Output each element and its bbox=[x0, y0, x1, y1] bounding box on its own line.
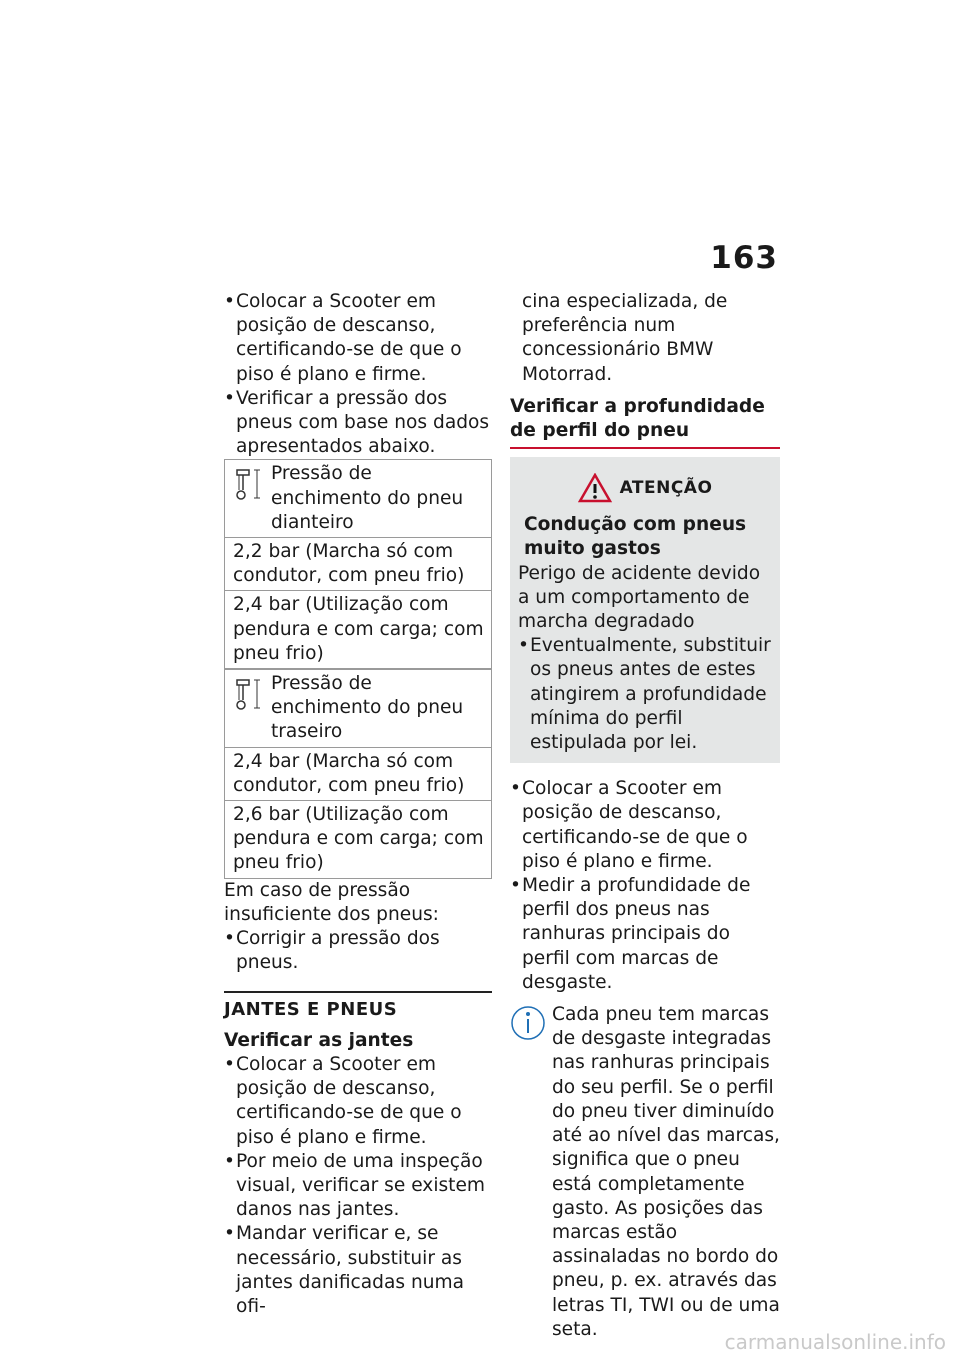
tire-pressure-icon bbox=[233, 462, 271, 509]
list-item: • Colocar a Scooter em posição de descanso, certificando-se de que o piso é plano e firme. bbox=[224, 290, 492, 387]
table-row: 2,2 bar (Marcha só com condutor, com pneu frio) bbox=[225, 538, 492, 591]
tire-pressure-icon bbox=[233, 672, 271, 719]
warning-icon bbox=[578, 473, 612, 503]
list-item: • Verificar a pressão dos pneus com base nos dados apresentados abaixo. bbox=[224, 387, 492, 460]
list-item: • Medir a profundidade de perfil dos pneus nas ranhuras principais do perfil com marcas de desgaste. bbox=[510, 874, 780, 995]
subsection-title: Verificar as jantes bbox=[224, 1029, 414, 1051]
list-item: • Colocar a Scooter em posição de descanso, certificando-se de que o piso é plano e firme. bbox=[510, 777, 780, 874]
list-item: • Colocar a Scooter em posição de descanso, certificando-se de que o piso é plano e firme. bbox=[224, 1053, 492, 1150]
subsection-title: Verificar a profundidade de perfil do pneu bbox=[510, 395, 765, 442]
warning-bullet: • Eventualmente, substituir os pneus antes de estes atingirem a profundidade mínima do perfil estipulada por lei. bbox=[518, 634, 772, 755]
section-divider bbox=[224, 991, 492, 993]
rear-pressure-table bbox=[224, 669, 492, 879]
insufficient-text: Em caso de pressão insuficiente dos pneus: bbox=[224, 879, 439, 925]
table-row: 2,4 bar (Marcha só com condutor, com pneu frio) bbox=[225, 747, 492, 800]
left-column bbox=[224, 290, 492, 1319]
list-item: • Corrigir a pressão dos pneus. bbox=[224, 927, 492, 975]
table-row: 2,6 bar (Utilização com pendura e com carga; com pneu frio) bbox=[225, 801, 492, 879]
front-pressure-table bbox=[224, 459, 492, 669]
note-text: Cada pneu tem marcas de desgaste integradas nas ranhuras principais do seu perfil. Se o perfil do pneu tiver diminuído até ao nível das marcas, significa que o pneu está completamente gasto. As posições das marcas estão assinaladas no bordo do pneu, p. ex. através das letras TI, TWI ou de uma seta. bbox=[552, 1004, 780, 1340]
warning-box bbox=[510, 457, 780, 763]
warning-subtitle: Condução com pneus muito gastos bbox=[524, 514, 747, 560]
table-row: 2,4 bar (Utilização com pendura e com carga; com pneu frio) bbox=[225, 591, 492, 669]
footer-watermark: carmanualsonline.info bbox=[724, 1330, 946, 1354]
info-note bbox=[510, 1003, 780, 1342]
right-column bbox=[510, 290, 780, 1342]
accent-divider bbox=[510, 447, 780, 449]
list-item: • Mandar verificar e, se necessário, substituir as jantes danificadas numa ofi- bbox=[224, 1222, 492, 1319]
front-pressure-title: Pressão de enchimento do pneu dianteiro bbox=[271, 463, 464, 533]
info-icon bbox=[510, 1005, 546, 1048]
list-item: • Por meio de uma inspeção visual, verificar se existem danos nas jantes. bbox=[224, 1150, 492, 1223]
continued-text: cina especializada, de preferência num concessionário BMW Motorrad. bbox=[522, 291, 728, 385]
rear-pressure-title: Pressão de enchimento do pneu traseiro bbox=[271, 673, 464, 743]
warning-text: Perigo de acidente devido a um comportamento de marcha degradado bbox=[518, 562, 761, 633]
section-title: JANTES E PNEUS bbox=[224, 999, 398, 1021]
warning-label: ATENÇÃO bbox=[619, 478, 713, 499]
page-number: 163 bbox=[710, 240, 778, 276]
